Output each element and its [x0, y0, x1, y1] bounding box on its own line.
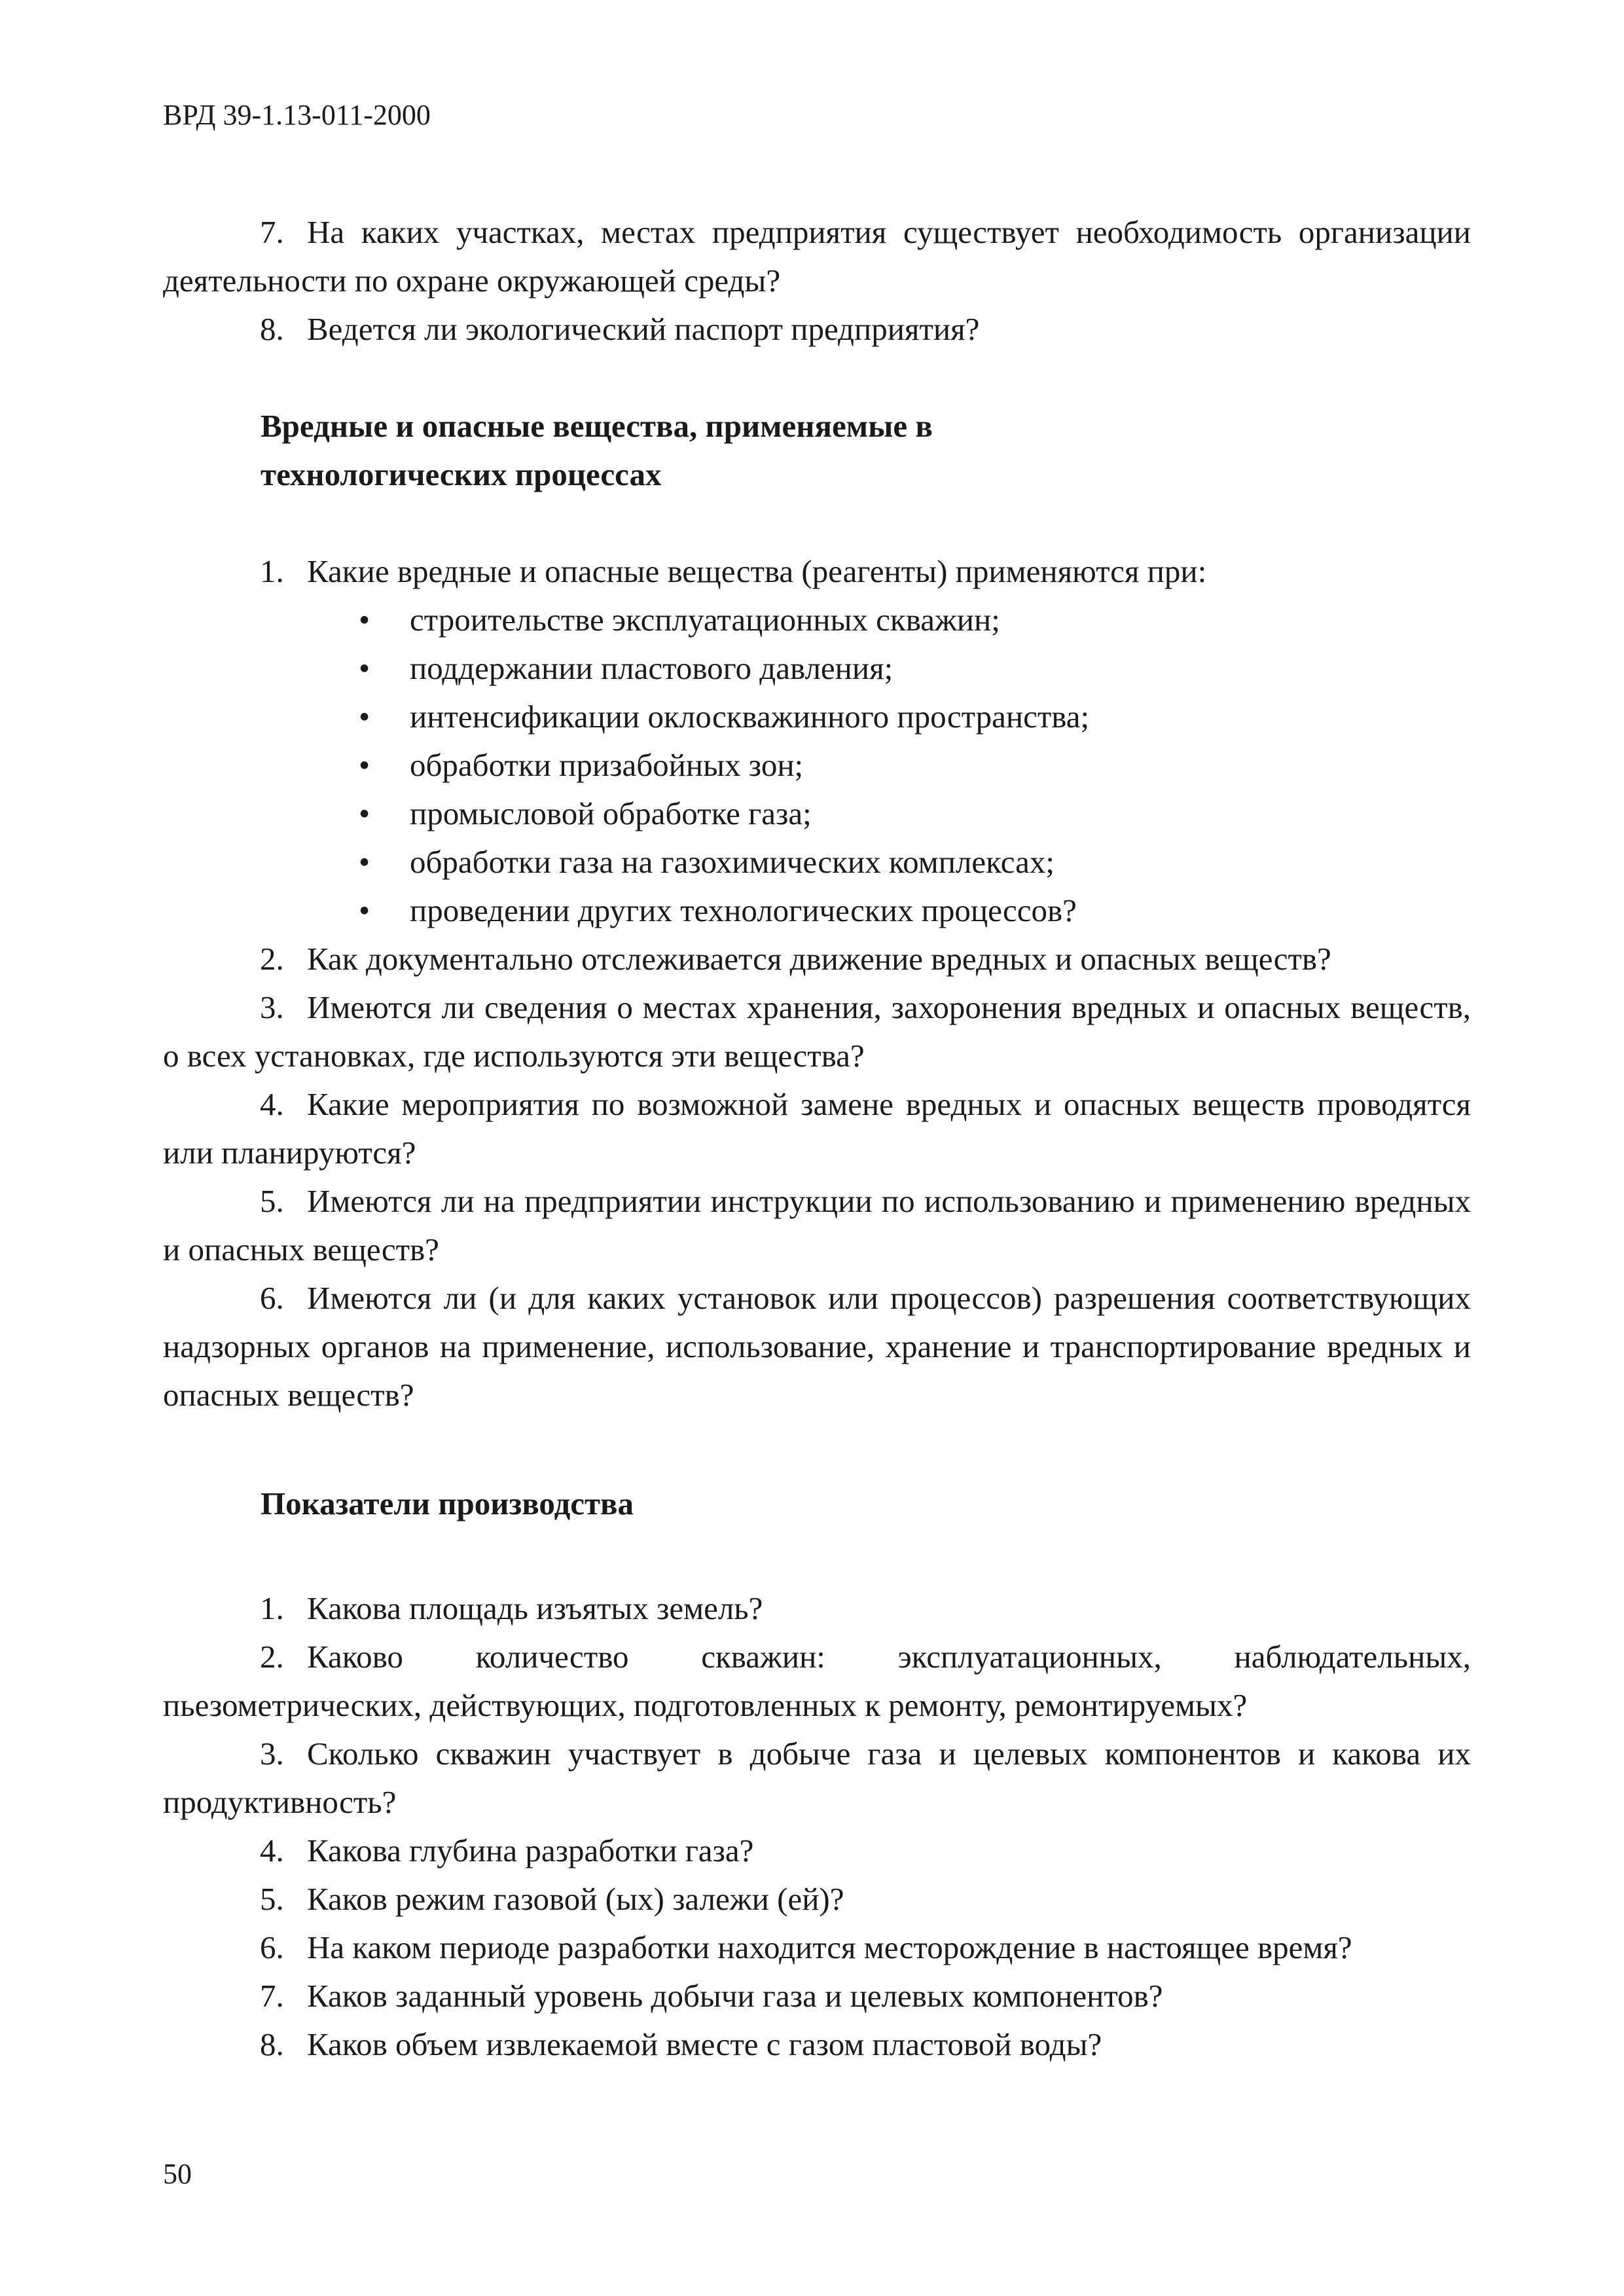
list-item [163, 1730, 1471, 1827]
list-item [163, 1972, 1471, 2020]
bullet-marker: • [359, 747, 370, 783]
item-text: Каков заданный уровень добычи газа и целевых компонентов? [307, 1978, 1163, 2014]
item-number: 3. [260, 1736, 284, 1772]
item-text: Ведется ли экологический паспорт предприятия? [307, 311, 980, 347]
item-text: Какова площадь изъятых земель? [307, 1590, 763, 1626]
item-text: На каком периоде разработки находится месторождение в настоящее время? [307, 1929, 1352, 1965]
list-item [163, 1633, 1471, 1730]
item-text: Какие мероприятия по возможной замене вредных и опасных веществ проводятся или планируются? [163, 1086, 1471, 1171]
list-item [163, 1875, 1471, 1923]
item-number: 8. [260, 2026, 284, 2062]
list-item [163, 2020, 1471, 2069]
item-text: Какие вредные и опасные вещества (реагенты) применяются при: [307, 553, 1207, 589]
item-text: Каков объем извлекаемой вместе с газом пластовой воды? [307, 2026, 1102, 2062]
heading-line: технологических процессах [261, 456, 662, 492]
bullet-marker: • [359, 650, 370, 686]
heading-line: Вредные и опасные вещества, применяемые в [261, 408, 933, 444]
list-item [163, 1827, 1471, 1875]
bullet-marker: • [359, 892, 370, 928]
bullet-marker: • [359, 844, 370, 880]
bullet-marker: • [359, 699, 370, 735]
item-number: 2. [260, 941, 284, 977]
item-number: 3. [260, 989, 284, 1025]
document-page: ВРД 39-1.13-011-2000 7. На каких участках, местах предприятия существует необходимость организации деятельности по охране окружающей среды? 8. Ведется ли экологический паспорт предприятия? Вредные и опасные вещества, применяемые в технологических процессах 1. Какие вредные и опасные вещества (реагенты) применяются при: • строительстве эксплуатационных скважин; • поддержании пластового давления; • интенсификации оклоскважинного пространства; • обработки призабойных зон; • промысловой обработке газа; • обработки газа на газохимических комплексах; • проведении других технологических процессов? 2. Как документально отслеживается движение вредных и опасных веществ? 3. Имеются ли сведения о местах хранения, захоронения вредных и опасных веществ, о всех установках, где используются эти вещества? 4. Какие мероприятия по возможной замене вредных и опасных веществ проводятся или планируются? 5. Имеются ли на предприятии инструкции по использованию и применению вредных и опасных веществ? 6. Имеются ли (и для каких установок или процессов) разрешения соответствующих надзорных органов на применение, использование, хранение и транспортирование вредных и опасных веществ? Показатели производства 1. Какова площадь изъятых земель? 2. Каково количество скважин: эксплуатационных, наблюдательных, пьезометрических, действующих, подготовленных к ремонту, ремонтируемых? 3. Сколько скважин участвует в добыче газа и целевых компонентов и какова их продуктивность? 4. Какова глубина разработки газа? 5. Каков режим газовой (ых) залежи (ей)? 6. На каком периоде разработки находится месторождение в настоящее время? 7. Каков заданный уровень добычи газа и целевых компонентов? 8. Каков объем извлекаемой вместе с газом пластовой воды? 50 [163, 99, 1471, 2190]
item-text: Имеются ли сведения о местах хранения, захоронения вредных и опасных веществ, о всех установках, где используются эти вещества? [163, 989, 1471, 1074]
list-item [163, 1923, 1471, 1972]
item-number: 5. [260, 1183, 284, 1219]
item-number: 1. [260, 553, 284, 589]
bullet-marker: • [359, 795, 370, 831]
list-item [163, 935, 1471, 983]
item-text: Какова глубина разработки газа? [307, 1832, 754, 1868]
item-number: 4. [260, 1086, 284, 1122]
list-item [163, 1177, 1471, 1274]
section-heading-production: Показатели производства [261, 1485, 634, 1522]
item-text: Имеются ли (и для каких установок или процессов) разрешения соответствующих надзорных органов на применение, использование, хранение и транспортирование вредных и опасных веществ? [163, 1280, 1471, 1413]
list-item [163, 305, 1471, 354]
document-header: ВРД 39-1.13-011-2000 [163, 99, 431, 131]
item-text: Каков режим газовой (ых) залежи (ей)? [307, 1881, 844, 1917]
item-number: 5. [260, 1881, 284, 1917]
list-item [163, 1080, 1471, 1177]
item-number: 7. [260, 1978, 284, 2014]
item-text: Каково количество скважин: эксплуатационных, наблюдательных, пьезометрических, действующих, подготовленных к ремонту, ремонтируемых? [163, 1639, 1471, 1723]
item-number: 1. [260, 1590, 284, 1626]
list-item [163, 547, 1471, 596]
item-text: Имеются ли на предприятии инструкции по использованию и применению вредных и опасных веществ? [163, 1183, 1471, 1267]
item-number: 8. [260, 311, 284, 347]
item-number: 2. [260, 1639, 284, 1675]
item-number: 6. [260, 1280, 284, 1316]
item-number: 7. [260, 214, 284, 250]
item-number: 4. [260, 1832, 284, 1868]
page-number: 50 [163, 2158, 192, 2190]
list-item [163, 1274, 1471, 1419]
item-text: Сколько скважин участвует в добыче газа и целевых компонентов и какова их продуктивность? [163, 1736, 1471, 1820]
item-text: На каких участках, местах предприятия существует необходимость организации деятельности по охране окружающей среды? [163, 214, 1471, 299]
section-heading-substances [261, 402, 1373, 499]
list-item [163, 1584, 1471, 1633]
item-text: Как документально отслеживается движение вредных и опасных веществ? [307, 941, 1331, 977]
item-number: 6. [260, 1929, 284, 1965]
list-item [163, 208, 1471, 305]
list-item [163, 983, 1471, 1080]
bullet-marker: • [359, 602, 370, 638]
